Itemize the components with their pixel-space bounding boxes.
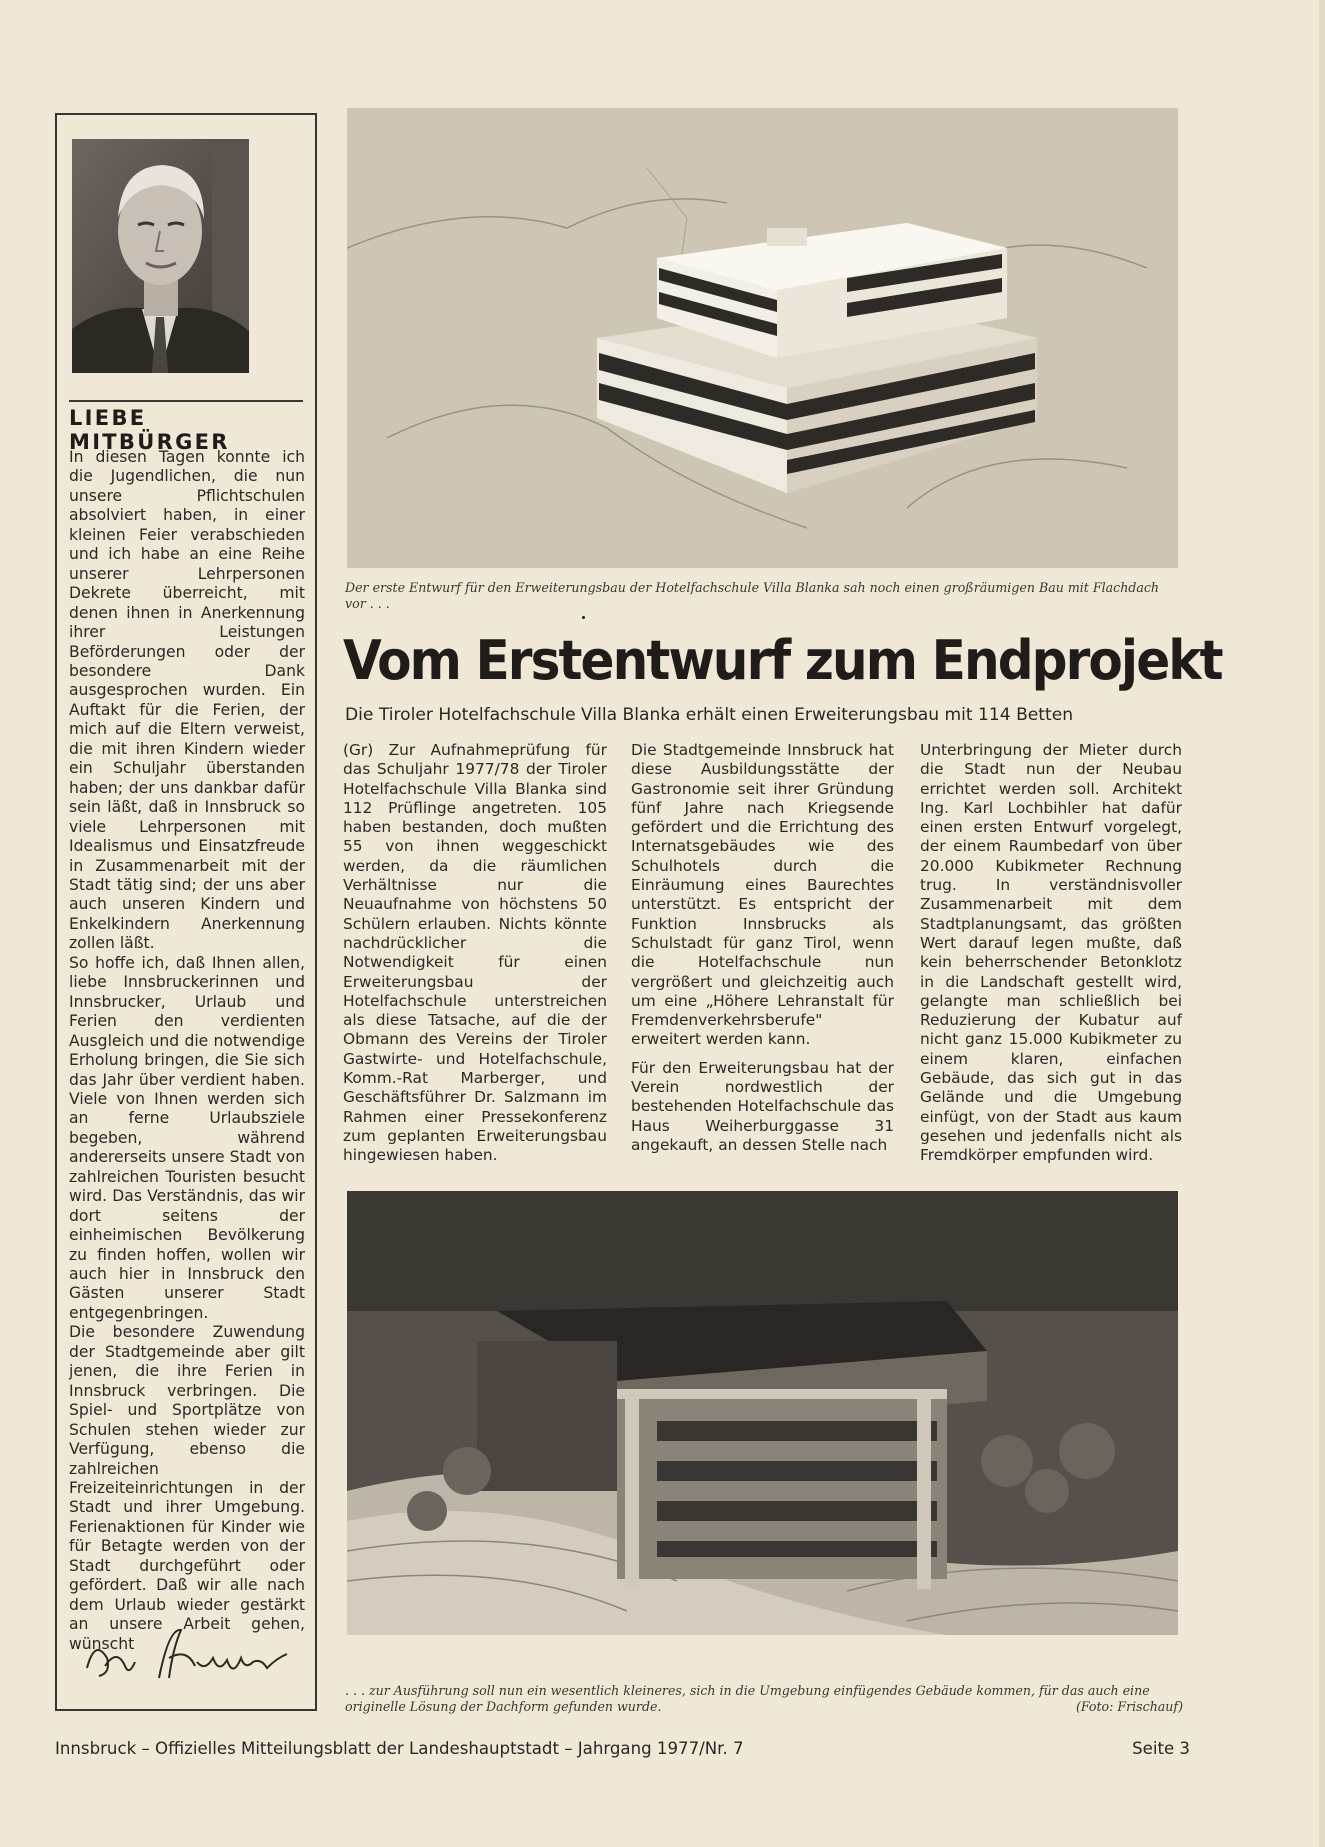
letter-paragraph: In diesen Tagen konnte ich die Jugendlichen, die nun unsere Pflichtschulen absolviert haben, in einer kleinen Feier verabschieden und ich habe an eine Reihe unserer Lehrpersonen Dekrete überreicht, mit denen ihnen in Anerkennung ihrer Leistungen Beförderungen oder der besondere Dank ausgesprochen wurden. Ein Auftakt für die Ferien, der mich auf die Eltern verweist, die mit ihren Kindern wieder ein Schuljahr überstanden haben; der uns dankbar dafür sein läßt, daß in Innsbruck so viele Lehrpersonen mit Idealismus und Einsatzfreude in Zusammenarbeit mit der Stadt tätig sind; der uns aber auch unseren Kindern und Enkelkindern Anerkennung zollen läßt. <box>69 448 305 953</box>
article-paragraph: (Gr) Zur Aufnahmeprüfung für das Schuljahr 1977/78 der Tiroler Hotelfachschule Villa Blanka sind 112 Prüflinge angetreten. 105 haben bestanden, doch mußten 55 von ihnen weggeschickt werden, da die räumlichen Verhältnisse nur die Neuaufnahme von höchstens 50 Schülern erlauben. Nichts könnte nachdrücklicher die Notwendigkeit für einen Erweiterungsbau der Hotelfachschule unterstreichen als diese Tatsache, auf die der Obmann des Vereins der Tiroler Gastwirte- und Hotelfachschule, Komm.-Rat Marberger, und Geschäftsführer Dr. Salzmann im Rahmen einer Pressekonferenz zum geplanten Erweiterungsbau hingewiesen haben. <box>343 741 607 1165</box>
first-design-sketch <box>347 108 1178 568</box>
letter-body <box>69 448 305 1654</box>
page-footer <box>55 1739 1190 1758</box>
page-edge <box>1319 0 1325 1847</box>
letter-paragraph: So hoffe ich, daß Ihnen allen, liebe Innsbruckerinnen und Innsbrucker, Urlaub und Ferien den verdienten Ausgleich und die notwendige Erholung bringen, die Sie sich das Jahr über verdient haben. Viele von Ihnen werden sich an ferne Urlaubsziele begeben, während andererseits unsere Stadt von zahlreichen Touristen besucht wird. Das Verständnis, das wir dort seitens der einheimischen Bevölkerung zu finden hoffen, wollen wir auch hier in Innsbruck den Gästen unserer Stadt entgegenbringen. <box>69 953 305 1322</box>
mayor-portrait <box>72 139 249 373</box>
article-paragraph: Die Stadtgemeinde Innsbruck hat diese Ausbildungsstätte der Gastronomie seit ihrer Gründung fünf Jahre nach Kriegsende gefördert und die Errichtung des Internatsgebäudes wie des Schulhotels durch die Einräumung eines Baurechtes unterstützt. Es entspricht der Funktion Innsbrucks als Schulstadt für ganz Tirol, wenn die Hotelfachschule nun vergrößert und gleichzeitig auch um eine „Höhere Lehranstalt für Fremdenverkehrsberufe" erweitert werden kann. <box>631 741 894 1049</box>
mayor-letter-box <box>55 113 317 1711</box>
letter-paragraph: Die besondere Zuwendung der Stadtgemeinde aber gilt jenen, die ihre Ferien in Innsbruck verbringen. Die Spiel- und Sportplätze von Schulen stehen wieder zur Verfügung, ebenso die zahlreichen Freizeiteinrichtungen in der Stadt und ihrer Umgebung. Ferienaktionen für Kinder wie für Betagte werden von der Stadt durchgeführt oder gefördert. Daß wir alle nach dem Urlaub wieder gestärkt an unsere Arbeit gehen, wünscht <box>69 1323 305 1653</box>
caption-bottom <box>345 1683 1183 1715</box>
photo-credit: (Foto: Frischauf) <box>1075 1699 1183 1714</box>
subheadline: Die Tiroler Hotelfachschule Villa Blanka erhält einen Erweiterungsbau mit 114 Betten <box>345 705 1074 725</box>
caption-bottom-text: . . . zur Ausführung soll nun ein wesentlich kleineres, sich in die Umgebung einfügendes Gebäude kommen, für das auch eine originelle Lösung der Dachform gefunden wurde. <box>345 1683 1150 1714</box>
letter-title: LIEBE MITBÜRGER <box>69 406 230 454</box>
title-rule <box>69 400 303 402</box>
decorative-dot <box>582 616 585 619</box>
article-column-2 <box>631 741 894 1164</box>
page-number: Seite 3 <box>1132 1739 1190 1758</box>
article-paragraph: Für den Erweiterungsbau hat der Verein nordwestlich der bestehenden Hotelfachschule das Haus Weiherburggasse 31 angekauft, an dessen Stelle nach <box>631 1058 894 1154</box>
article-paragraph: Unterbringung der Mieter durch die Stadt nun der Neubau errichtet werden soll. Architekt Ing. Karl Lochbihler hat dafür einen ersten Entwurf vorgelegt, der einem Raumbedarf von über 20.000 Kubikmeter Rechnung trug. In verständnisvoller Zusammenarbeit mit dem Stadtplanungsamt, das größten Wert darauf legen mußte, daß kein beherrschender Betonklotz in die Landschaft gestellt wird, gelangte man schließlich bei Reduzierung der Kubatur auf nicht ganz 15.000 Kubikmeter zu einem klaren, einfachen Gebäude, das sich gut in das Gelände und die Umgebung einfügt, von der Stadt aus kaum gesehen und jedenfalls nicht als Fremdkörper empfunden wird. <box>920 741 1182 1165</box>
article-column-3 <box>920 741 1182 1175</box>
final-design-model-photo <box>347 1191 1178 1635</box>
signature <box>77 1618 302 1698</box>
caption-top: Der erste Entwurf für den Erweiterungsbau der Hotelfachschule Villa Blanka sah noch einen großräumigen Bau mit Flachdach vor . . . <box>345 580 1160 611</box>
article-column-1 <box>343 741 607 1175</box>
footer-publication: Innsbruck – Offizielles Mitteilungsblatt der Landeshauptstadt – Jahrgang 1977/Nr. 7 <box>55 1739 744 1758</box>
headline: Vom Erstentwurf zum Endprojekt <box>343 628 1222 692</box>
